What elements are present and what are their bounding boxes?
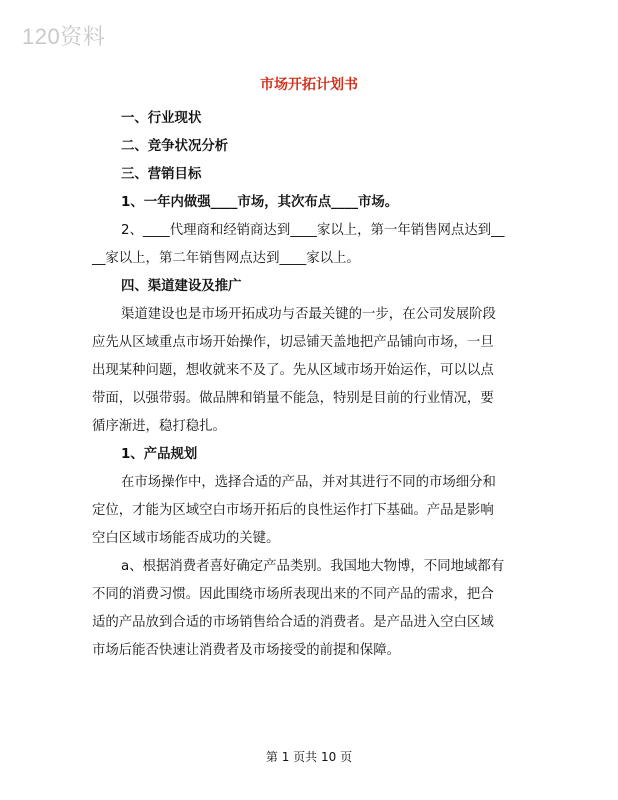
item-a-paragraph-line: 适的产品放到合适的市场销售给合适的消费者。是产品进入空白区域 bbox=[92, 615, 494, 630]
item-a-paragraph-line: 不同的消费习惯。因此围绕市场所表现出来的不同产品的需求，把合 bbox=[92, 587, 494, 602]
channel-paragraph-line: 渠道建设也是市场开拓成功与否最关键的一步，在公司发展阶段 bbox=[121, 307, 496, 322]
product-paragraph-line: 定位，才能为区域空白市场开拓后的良性运作打下基础。产品是影响 bbox=[92, 503, 494, 518]
document-title: 市场开拓计划书 bbox=[260, 77, 358, 93]
page-footer: 第 1 页共 10 页 bbox=[265, 750, 353, 764]
heading-marketing-goals: 三、营销目标 bbox=[121, 167, 202, 182]
goal-line-1: 1、一年内做强____市场，其次布点____市场。 bbox=[121, 195, 399, 210]
heading-competition-analysis: 二、竞争状况分析 bbox=[121, 139, 229, 154]
item-a-paragraph-line: 市场后能否快速让消费者及市场接受的前提和保障。 bbox=[92, 643, 400, 658]
goal-line-2a: 2、____代理商和经销商达到____家以上，第一年销售网点达到__ bbox=[121, 223, 505, 238]
channel-paragraph-line: 出现某种问题，想收就来不及了。先从区域市场开始运作，可以以点 bbox=[92, 363, 494, 378]
heading-channel-building: 四、渠道建设及推广 bbox=[121, 279, 242, 294]
channel-paragraph-line: 循序渐进，稳打稳扎。 bbox=[92, 419, 226, 434]
product-paragraph-line: 空白区域市场能否成功的关键。 bbox=[92, 531, 280, 546]
heading-product-planning: 1、产品规划 bbox=[121, 447, 198, 462]
watermark-text: 120资料 bbox=[22, 24, 106, 49]
product-paragraph-line: 在市场操作中，选择合适的产品，并对其进行不同的市场细分和 bbox=[121, 475, 496, 490]
channel-paragraph-line: 应先从区域重点市场开始操作，切忌铺天盖地把产品铺向市场，一旦 bbox=[92, 335, 494, 350]
item-a-paragraph-line: a、根据消费者喜好确定产品类别。我国地大物博，不同地域都有 bbox=[121, 559, 505, 574]
heading-industry-status: 一、行业现状 bbox=[121, 111, 202, 126]
channel-paragraph-line: 带面，以强带弱。做品牌和销量不能急，特别是目前的行业情况，要 bbox=[92, 391, 494, 406]
goal-line-2b: __家以上，第二年销售网点达到____家以上。 bbox=[92, 251, 360, 266]
